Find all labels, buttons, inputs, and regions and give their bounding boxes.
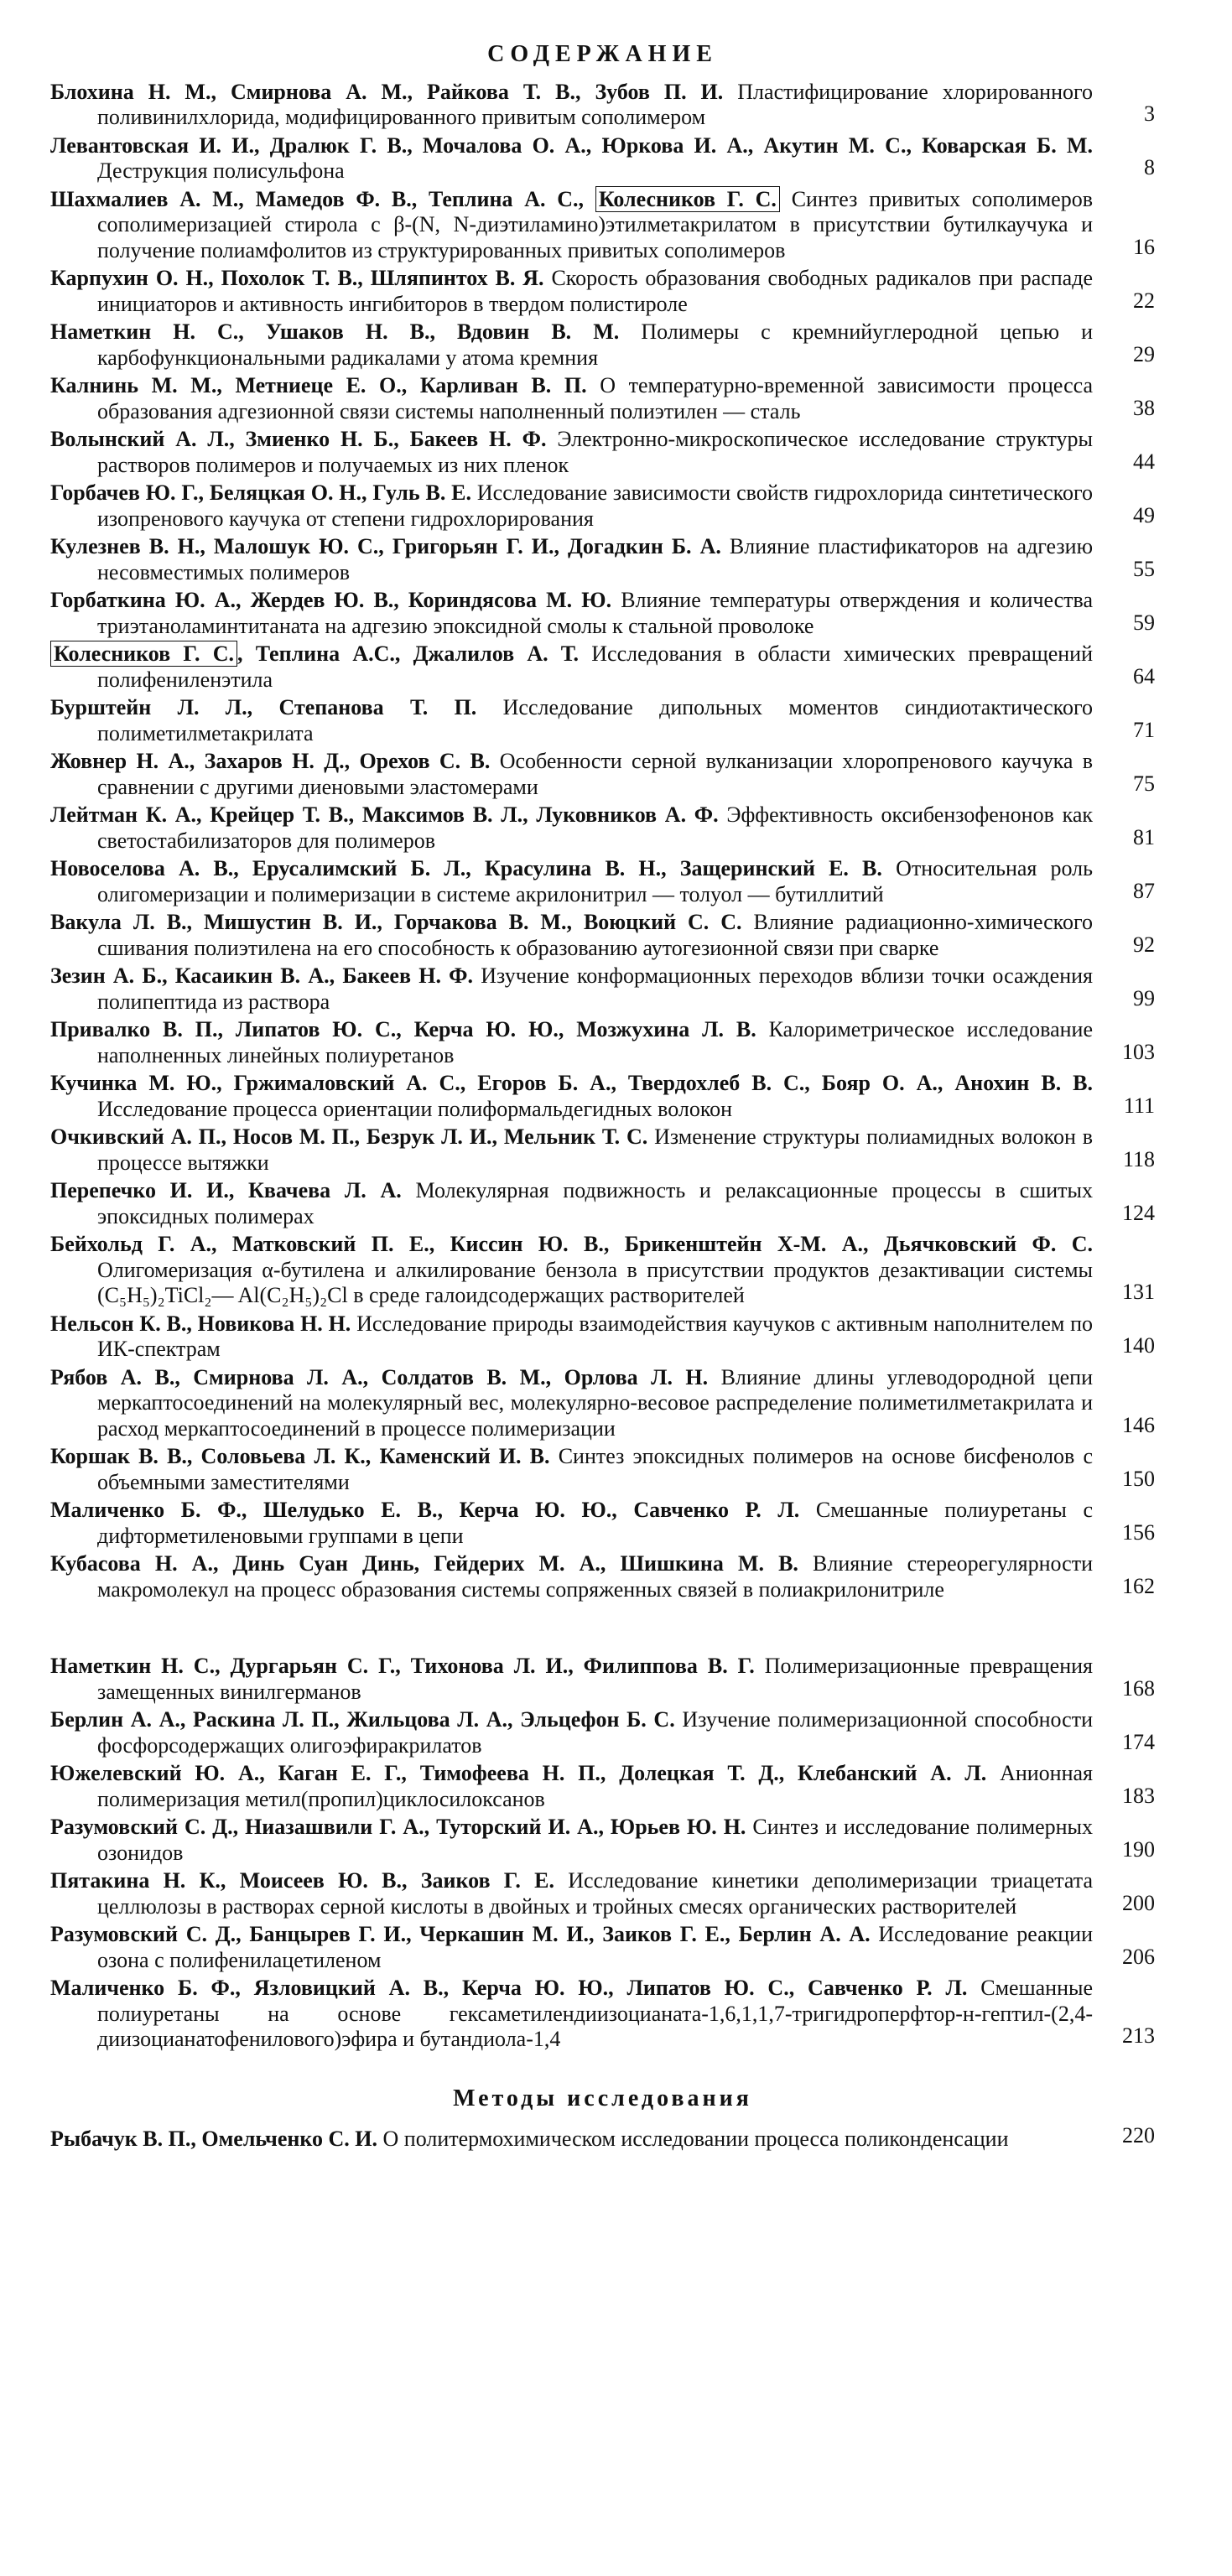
toc-list-continued: [50, 1654, 1155, 2053]
toc-entry: [50, 802, 1155, 854]
toc-entry: [50, 749, 1155, 800]
toc-entry-text: [50, 480, 1093, 532]
toc-entry-authors: Блохина Н. М., Смирнова А. М., Райкова Т. В., Зубов П. И.: [50, 79, 724, 104]
toc-entry-authors: Новоселова А. В., Ерусалимский Б. Л., Красулина В. Н., Защеринский Е. В.: [50, 856, 882, 880]
toc-entry-title: Пластифицирование хлорированного поливинилхлорида, модифицированного привитым сополимером: [97, 79, 1094, 129]
toc-entry: [50, 910, 1155, 961]
toc-entry-authors: Наметкин Н. С., Ушаков Н. В., Вдовин В. М.: [50, 319, 620, 344]
toc-entry-title: Олигомеризация α-бутилена и алкилирование бензола в присутствии продуктов дезактивации системы (C₅H₅)₂TiCl₂— Al(C₂H₅)₂Cl в среде галоидсодержащих растворителей: [97, 1257, 1093, 1307]
toc-entry-page: 200: [1122, 1890, 1155, 1915]
toc-entry-page: 174: [1122, 1729, 1155, 1754]
toc-list: [50, 80, 1155, 1603]
toc-entry-text: [50, 133, 1093, 184]
toc-entry-authors: Кучинка М. Ю., Гржималовский А. С., Егоров Б. А., Твердохлеб В. С., Бояр О. А., Анохин В. В.: [50, 1071, 1093, 1095]
toc-entry-title: О температурно-временной зависимости процесса образования адгезионной связи системы наполненный полиэтилен — сталь: [97, 373, 1094, 423]
toc-entry: [50, 1178, 1155, 1229]
toc-entry-title: Влияние стереорегулярности макромолекул на процесс образования системы сопряженных связей в полиакрилонитриле: [97, 1551, 1093, 1602]
toc-entry-page: 92: [1133, 932, 1155, 957]
toc-entry: [50, 1444, 1155, 1495]
toc-entry-title: Полимеры с кремнийуглеродной цепью и карбофункциональными радикалами у атома кремния: [97, 319, 1093, 370]
toc-entry-title: Исследование природы взаимодействия каучуков с активным наполнителем по ИК-спектрам: [97, 1311, 1094, 1361]
toc-entry-authors: Жовнер Н. А., Захаров Н. Д., Орехов С. В.: [50, 749, 491, 773]
toc-entry-authors: Левантовская И. И., Дралюк Г. В., Мочалова О. А., Юркова И. А., Акутин М. С., Коварская Б. М.: [50, 132, 1093, 158]
toc-entry-text: [50, 1232, 1093, 1309]
toc-entry: [50, 588, 1155, 639]
toc-entry-authors: Кубасова Н. А., Динь Суан Динь, Гейдерих М. А., Шишкина М. В.: [50, 1551, 798, 1576]
toc-entry: [50, 427, 1155, 478]
toc-entry-text: [50, 1551, 1093, 1602]
toc-heading: СОДЕРЖАНИЕ: [487, 41, 718, 67]
toc-entry-title: Исследования в области химических превращений полифениленэтила: [97, 641, 1094, 692]
toc-entry-text: [50, 1365, 1093, 1442]
toc-entry-authors: Горбачев Ю. Г., Беляцкая О. Н., Гуль В. Е.: [50, 480, 472, 505]
toc-entry-page: 22: [1133, 288, 1155, 313]
toc-entry-page: 131: [1122, 1280, 1155, 1304]
toc-entry-page: 220: [1122, 2123, 1155, 2148]
toc-entry-authors: Маличенко Б. Ф., Шелудько Е. В., Керча Ю. Ю., Савченко Р. Л.: [50, 1498, 800, 1522]
toc-entry-authors: Берлин А. А., Раскина Л. П., Жильцова Л. А., Эльцефон Б. С.: [50, 1707, 675, 1732]
toc-entry: [50, 1815, 1155, 1866]
toc-entry-title: Смешанные полиуретаны на основе гексаметилендиизоцианата-1,6,1,1,7-тригидроперфтор-н-гептил-(2,4-диизоцианатофенилового)эфира и бутандиола-1,4: [97, 1976, 1093, 2051]
toc-entry-page: 8: [1144, 155, 1155, 179]
toc-entry-page: 16: [1133, 234, 1155, 259]
toc-entry-authors: Карпухин О. Н., Похолок Т. В., Шляпинтох В. Я.: [50, 266, 544, 290]
toc-entry-title: Синтез и исследование полимерных озонидов: [97, 1815, 1093, 1865]
toc-entry-title: Деструкция полисульфона: [97, 158, 345, 183]
toc-entry-authors: Наметкин Н. С., Дургарьян С. Г., Тихонова Л. И., Филиппова В. Г.: [50, 1654, 755, 1678]
toc-entry-title: Калориметрическое исследование наполненных линейных полиуретанов: [97, 1017, 1094, 1067]
toc-entry-title: Исследование кинетики деполимеризации триацетата целлюлозы в растворах серной кислоты в двойных и тройных смесях органических растворителей: [97, 1868, 1094, 1919]
toc-entry-title: Исследование реакции озона с полифенилацетиленом: [97, 1922, 1093, 1972]
toc-entry-page: 213: [1122, 2023, 1155, 2048]
toc-entry-authors: Коршак В. В., Соловьева Л. К., Каменский И. В.: [50, 1444, 550, 1468]
toc-entry: [50, 1232, 1155, 1309]
toc-entry-page: 206: [1122, 1944, 1155, 1969]
toc-entry: [50, 80, 1155, 131]
toc-entry-page: 87: [1133, 878, 1155, 903]
toc-entry-title: Исследование дипольных моментов синдиотактического полиметилметакрилата: [97, 695, 1093, 745]
toc-entry-page: 156: [1122, 1519, 1155, 1545]
toc-entry-page: 59: [1133, 610, 1155, 635]
toc-entry-page: 150: [1122, 1466, 1155, 1491]
toc-entry-authors: Разумовский С. Д., Банцырев Г. И., Черкашин М. И., Заиков Г. Е., Берлин А. А.: [50, 1922, 871, 1946]
toc-entry-authors: Рыбачук В. П., Омельченко С. И.: [50, 2127, 377, 2151]
toc-entry: [50, 480, 1155, 532]
toc-entry-title: Анионная полимеризация метил(пропил)циклосилоксанов: [97, 1761, 1093, 1811]
toc-entry-authors: Рябов А. В., Смирнова Л. А., Солдатов В. М., Орлова Л. Н.: [50, 1364, 709, 1389]
toc-entry-page: 118: [1122, 1146, 1155, 1171]
toc-entry-page: 55: [1133, 556, 1155, 581]
toc-entry: [50, 319, 1155, 371]
toc-entry-page: 111: [1123, 1093, 1155, 1118]
toc-entry-title: Влияние радиационно-химического сшивания полиэтилена на его способность к образованию аутогезионной связи при сварке: [97, 910, 1094, 960]
toc-entry-page: 49: [1133, 502, 1155, 527]
toc-entry-text: [50, 1178, 1093, 1229]
toc-entry-page: 183: [1122, 1783, 1155, 1808]
toc-entry-text: [50, 910, 1093, 961]
toc-entry-text: [50, 802, 1093, 854]
toc-entry: [50, 1654, 1155, 1705]
toc-entry-authors: Бейхольд Г. А., Матковский П. Е., Киссин Ю. В., Брикенштейн Х-М. А., Дьячковский Ф. С.: [50, 1232, 1093, 1256]
toc-entry: [50, 641, 1155, 693]
toc-entry-authors: Разумовский С. Д., Ниазашвили Г. А., Туторский И. А., Юрьев Ю. Н.: [50, 1815, 746, 1839]
toc-entry-title: Электронно-микроскопическое исследование структуры растворов полимеров и получаемых из них пленок: [97, 427, 1094, 477]
toc-entry: [50, 856, 1155, 907]
toc-entry-title: Влияние длины углеводородной цепи меркаптосоединений на молекулярный вес, молекулярно-весовое распределение полиметилметакрилата и расход меркаптосоединений в процессе полимеризации: [97, 1364, 1093, 1441]
toc-entry-title: Относительная роль олигомеризации и полимеризации в системе акрилонитрил — толуол — бутиллитий: [97, 856, 1094, 906]
toc-entry-text: [50, 1761, 1093, 1812]
toc-entry-page: 190: [1122, 1836, 1155, 1862]
toc-entry-title: О политермохимическом исследовании процесса поликонденсации: [382, 2127, 1009, 2151]
toc-entry-authors: Лейтман К. А., Крейцер Т. В., Максимов В. Л., Луковников А. Ф.: [50, 802, 719, 827]
toc-entry: [50, 695, 1155, 746]
toc-entry: [50, 1124, 1155, 1176]
toc-entry-title: Изучение конформационных переходов вблизи точки осаждения полипептида из раствора: [97, 963, 1093, 1014]
toc-entry: [50, 133, 1155, 184]
toc-entry-page: 64: [1133, 663, 1155, 688]
section-gap: [50, 1605, 1155, 1654]
toc-entry: [50, 1311, 1155, 1363]
toc-entry-page: 29: [1133, 341, 1155, 366]
toc-entry-text: [50, 319, 1093, 371]
toc-entry-text: [50, 2127, 1093, 2153]
toc-entry-authors: Зезин А. Б., Касаикин В. А., Бакеев Н. Ф.: [50, 963, 474, 988]
toc-entry-title: Изменение структуры полиамидных волокон в процессе вытяжки: [97, 1124, 1094, 1175]
toc-entry-title: Изучение полимеризационной способности фосфорсодержащих олигоэфиракрилатов: [97, 1707, 1094, 1758]
toc-entry-text: [50, 1444, 1093, 1495]
toc-entry: [50, 1707, 1155, 1758]
toc-entry-page: 124: [1122, 1200, 1155, 1225]
toc-entry-title: Эффективность оксибензофенонов как светостабилизаторов для полимеров: [97, 802, 1093, 853]
toc-entry: [50, 1761, 1155, 1812]
toc-entry-title: Особенности серной вулканизации хлоропренового каучука в сравнении с другими диеновыми эластомерами: [97, 749, 1094, 799]
toc-entry-authors: Вакула Л. В., Мишустин В. И., Горчакова В. М., Воюцкий С. С.: [50, 910, 742, 934]
toc-entry-text: [50, 266, 1093, 317]
toc-entry-text: [50, 1707, 1093, 1758]
toc-entry: [50, 187, 1155, 264]
toc-entry-text: [50, 1922, 1093, 1973]
toc-entry-page: 81: [1133, 824, 1155, 849]
toc-entry-authors: Очкивский А. П., Носов М. П., Безрук Л. И., Мельник Т. С.: [50, 1124, 648, 1149]
toc-entry-authors: Нельсон К. В., Новикова Н. Н.: [50, 1311, 351, 1336]
toc-entry-title: Влияние температуры отверждения и количества триэтаноламинтитаната на адгезию эпоксидной смолы к стальной проволоке: [97, 588, 1094, 638]
toc-entry-text: [50, 1124, 1093, 1176]
toc-entry-text: [50, 187, 1093, 264]
toc-entry-page: 3: [1144, 101, 1155, 126]
toc-entry: [50, 266, 1155, 317]
toc-entry-title: Полимеризационные превращения замещенных винилгерманов: [97, 1654, 1094, 1704]
toc-entry-title: Смешанные полиуретаны с дифторметиленовыми группами в цепи: [97, 1498, 1094, 1548]
toc-entry: [50, 1551, 1155, 1602]
toc-entry-page: 103: [1122, 1039, 1155, 1064]
toc-entry-authors: Привалко В. П., Липатов Ю. С., Керча Ю. Ю., Мозжухина Л. В.: [50, 1017, 756, 1041]
toc-entry: [50, 373, 1155, 424]
toc-entry-authors: Волынский А. Л., Змиенко Н. Б., Бакеев Н. Ф.: [50, 427, 547, 451]
toc-entry-authors: Шахмалиев А. М., Мамедов Ф. В., Теплина А. С.,: [50, 186, 595, 211]
toc-entry-text: [50, 1017, 1093, 1068]
toc-entry-text: [50, 534, 1093, 585]
toc-entry-title: Исследование процесса ориентации полиформальдегидных волокон: [97, 1096, 733, 1121]
toc-entry-authors: , Теплина А.С., Джалилов А. Т.: [237, 641, 580, 666]
toc-entry-page: 44: [1133, 449, 1155, 474]
toc-entry: [50, 1498, 1155, 1549]
toc-entry: [50, 1365, 1155, 1442]
toc-entry: [50, 1976, 1155, 2053]
toc-entry-title: Молекулярная подвижность и релаксационные процессы в сшитых эпоксидных полимерах: [97, 1178, 1093, 1228]
toc-entry-page: 162: [1122, 1573, 1155, 1598]
toc-entry-page: 146: [1122, 1412, 1155, 1437]
toc-entry-text: [50, 963, 1093, 1015]
toc-entry-text: [50, 588, 1093, 639]
toc-entry-text: [50, 1976, 1093, 2053]
toc-entry: [50, 534, 1155, 585]
toc-entry: [50, 2123, 1155, 2153]
toc-entry-text: [50, 373, 1093, 424]
toc-entry-authors: Бурштейн Л. Л., Степанова Т. П.: [50, 695, 477, 719]
toc-entry-text: [50, 427, 1093, 478]
toc-entry-title: Синтез эпоксидных полимеров на основе бисфенолов с объемными заместителями: [97, 1444, 1094, 1494]
toc-entry-authors: Перепечко И. И., Квачева Л. А.: [50, 1178, 402, 1202]
toc-list-methods: [50, 2123, 1155, 2153]
toc-entry-authors: Горбаткина Ю. А., Жердев Ю. В., Кориндясова М. Ю.: [50, 588, 612, 612]
toc-entry-text: [50, 1868, 1093, 1919]
toc-entry-authors: Маличенко Б. Ф., Язловицкий А. В., Керча Ю. Ю., Липатов Ю. С., Савченко Р. Л.: [50, 1976, 968, 2000]
toc-entry-text: [50, 695, 1093, 746]
toc-entry: [50, 1071, 1155, 1122]
toc-entry-page: 168: [1122, 1675, 1155, 1701]
toc-entry-page: 99: [1133, 985, 1155, 1010]
toc-entry: [50, 1868, 1155, 1919]
toc-entry-page: 140: [1122, 1333, 1155, 1358]
section-heading-methods: Методы исследования: [453, 2085, 752, 2111]
toc-entry-text: [50, 1311, 1093, 1363]
toc-entry-text: [50, 856, 1093, 907]
toc-entry-authors-boxed: Колесников Г. С.: [50, 641, 237, 667]
toc-entry-text: [50, 1654, 1093, 1705]
toc-entry-authors: Кулезнев В. Н., Малошук Ю. С., Григорьян Г. И., Догадкин Б. А.: [50, 534, 721, 558]
toc-entry: [50, 1017, 1155, 1068]
toc-entry: [50, 963, 1155, 1015]
toc-entry-authors: Южелевский Ю. А., Каган Е. Г., Тимофеева Н. П., Долецкая Т. Д., Клебанский А. Л.: [50, 1761, 987, 1785]
toc-entry: [50, 1922, 1155, 1973]
toc-entry-title: Влияние пластификаторов на адгезию несовместимых полимеров: [97, 534, 1093, 584]
toc-entry-text: [50, 641, 1093, 693]
toc-entry-title: Исследование зависимости свойств гидрохлорида синтетического изопренового каучука от степени гидрохлорирования: [97, 480, 1094, 531]
toc-entry-text: [50, 1498, 1093, 1549]
toc-entry-text: [50, 1815, 1093, 1866]
toc-entry-authors-boxed: Колесников Г. С.: [595, 186, 780, 212]
toc-entry-title: Скорость образования свободных радикалов при распаде инициаторов и активность ингибиторов в твердом полистироле: [97, 266, 1093, 316]
toc-entry-page: 75: [1133, 771, 1155, 796]
toc-entry-authors: Пятакина Н. К., Моисеев Ю. В., Заиков Г. Е.: [50, 1868, 554, 1893]
toc-entry-title: Синтез привитых сополимеров сополимеризацией стирола с β-(N, N-диэтиламино)этилметакрилатом в присутствии бутилкаучука и получение полиамфолитов из структурированных привитых сополимеров: [97, 186, 1093, 262]
toc-entry-text: [50, 749, 1093, 800]
toc-entry-page: 71: [1133, 717, 1155, 742]
toc-entry-authors: Калнинь М. М., Метниеце Е. О., Карливан В. П.: [50, 373, 587, 397]
toc-entry-text: [50, 1071, 1093, 1122]
toc-entry-text: [50, 80, 1093, 131]
toc-entry-page: 38: [1133, 395, 1155, 420]
